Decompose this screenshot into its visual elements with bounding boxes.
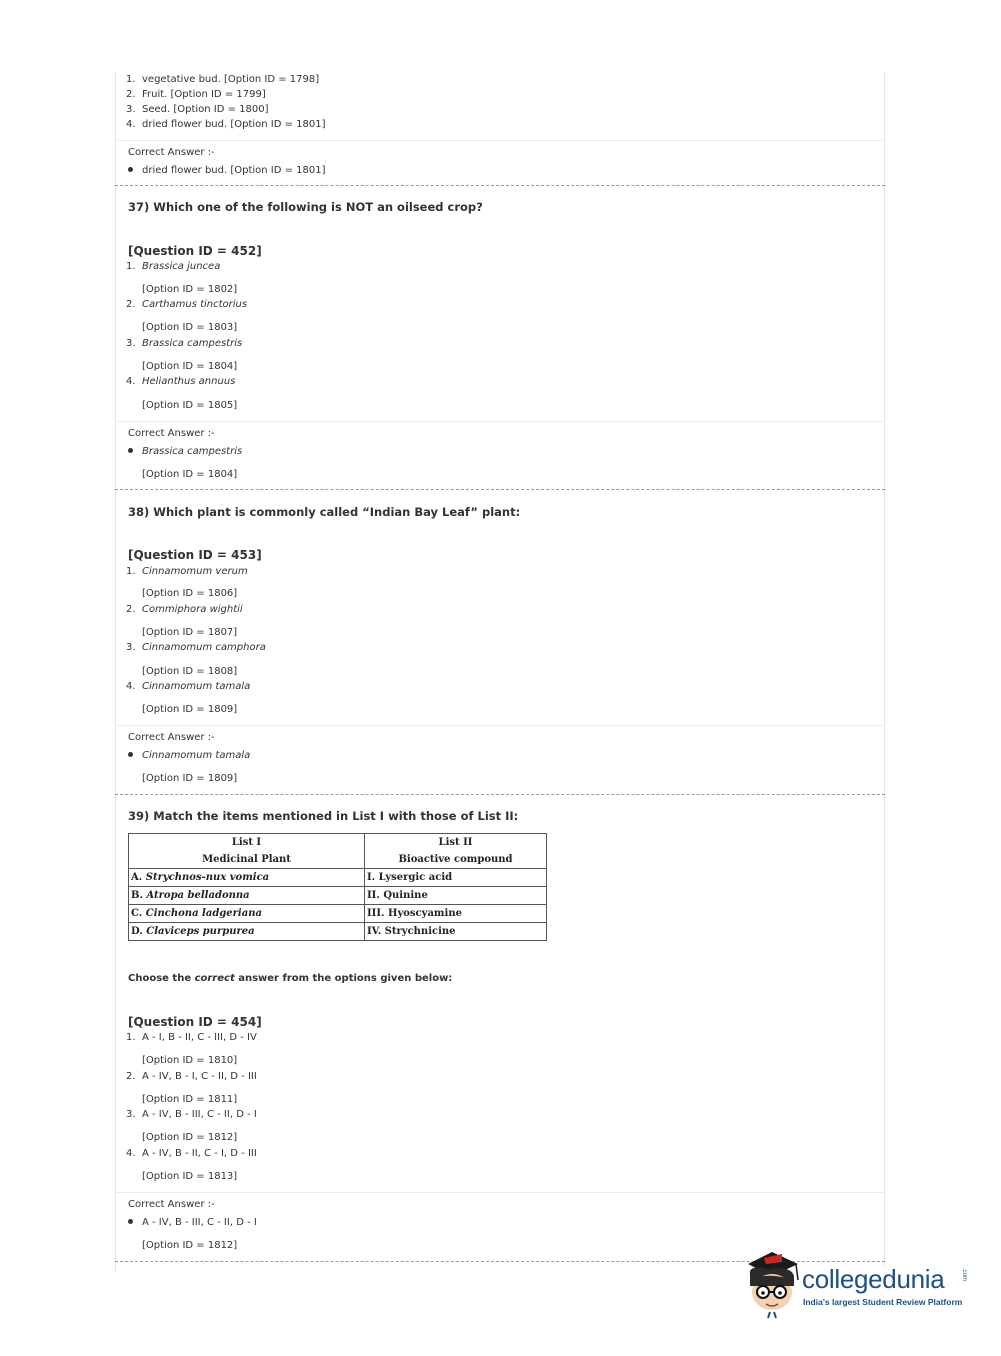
instruction-text: Choose the correct answer from the options given below: [128,973,453,984]
table-cell: D. Claviceps purpurea [129,923,365,941]
option-item: 3. Cinnamomum camphora [126,642,266,653]
correct-answer: dried flower bud. [Option ID = 1801] [126,164,326,178]
option-id: [Option ID = 1813] [142,1171,238,1182]
correct-answer-label: Correct Answer :- [128,1199,215,1210]
question-title: 38) Which plant is commonly called “Indian Bay Leaf” plant: [128,505,521,519]
brand-tagline: India's largest Student Review Platform [803,1297,963,1307]
option-item: 2. A - IV, B - I, C - II, D - III [126,1071,257,1082]
table-subheader-list1: Medicinal Plant [129,851,365,869]
option-id: [Option ID = 1809] [142,773,238,784]
table-row [129,887,547,905]
divider [115,421,885,422]
table-row [129,869,547,887]
mascot-icon [742,1250,804,1320]
table-header-list2: List II [365,834,547,852]
option-id: [Option ID = 1804] [142,361,238,372]
option-item: 1. A - I, B - II, C - III, D - IV [126,1032,257,1043]
question-id: [Question ID = 453] [128,548,262,562]
table-cell: B. Atropa belladonna [129,887,365,905]
brand-domain: .com [961,1268,967,1282]
option-id: [Option ID = 1805] [142,400,238,411]
question-title: 39) Match the items mentioned in List I with those of List II: [128,809,519,823]
correct-answer-label: Correct Answer :- [128,428,215,439]
option-id: [Option ID = 1811] [142,1094,238,1105]
option-id: [Option ID = 1803] [142,322,238,333]
option-item: 3. A - IV, B - III, C - II, D - I [126,1109,257,1120]
table-header-list1: List I [129,834,365,852]
option-item: 2. Carthamus tinctorius [126,299,248,310]
option-item: 1. Cinnamomum verum [126,566,248,577]
correct-answer: Brassica campestris [126,445,242,459]
correct-answer: A - IV, B - III, C - II, D - I [126,1216,257,1230]
option-id: [Option ID = 1809] [142,704,238,715]
option-id: [Option ID = 1802] [142,284,238,295]
option-item: 1. Brassica juncea [126,261,221,272]
option-id: [Option ID = 1807] [142,627,238,638]
question-separator [115,794,885,795]
table-cell: II. Quinine [365,887,547,905]
correct-answer-label: Correct Answer :- [128,732,215,743]
match-table [128,833,547,941]
option-id: [Option ID = 1804] [142,469,238,480]
option-item: 4. dried flower bud. [Option ID = 1801] [126,119,326,130]
option-item: 3. Brassica campestris [126,338,243,349]
option-id: [Option ID = 1808] [142,666,238,677]
brand-name: collegedunia [802,1264,945,1294]
divider [115,140,885,141]
correct-answer-label: Correct Answer :- [128,147,215,158]
question-id: [Question ID = 452] [128,244,262,258]
option-item: 3. Seed. [Option ID = 1800] [126,104,269,115]
question-title: 37) Which one of the following is NOT an oilseed crop? [128,200,483,214]
option-id: [Option ID = 1812] [142,1240,238,1251]
option-id: [Option ID = 1806] [142,588,238,599]
right-rule [884,72,885,1267]
table-cell: IV. Strychnicine [365,923,547,941]
option-item: 4. Cinnamomum tamala [126,681,251,692]
option-item: 4. Helianthus annuus [126,376,236,387]
option-item: 1. vegetative bud. [Option ID = 1798] [126,74,320,85]
table-subheader-list2: Bioactive compound [365,851,547,869]
option-id: [Option ID = 1812] [142,1132,238,1143]
divider [115,725,885,726]
collegedunia-logo [742,1250,972,1322]
table-cell: A. Strychnos-nux vomica [129,869,365,887]
table-cell: III. Hyoscyamine [365,905,547,923]
option-item: 2. Commiphora wightii [126,604,243,615]
table-row [129,923,547,941]
divider [115,1192,885,1193]
option-id: [Option ID = 1810] [142,1055,238,1066]
question-separator [115,489,885,490]
option-item: 4. A - IV, B - II, C - I, D - III [126,1148,257,1159]
question-separator [115,185,885,186]
table-cell: I. Lysergic acid [365,869,547,887]
correct-answer: Cinnamomum tamala [126,749,250,763]
left-rule [115,72,116,1272]
option-item: 2. Fruit. [Option ID = 1799] [126,89,266,100]
table-cell: C. Cinchona ladgeriana [129,905,365,923]
table-row [129,905,547,923]
question-id: [Question ID = 454] [128,1015,262,1029]
